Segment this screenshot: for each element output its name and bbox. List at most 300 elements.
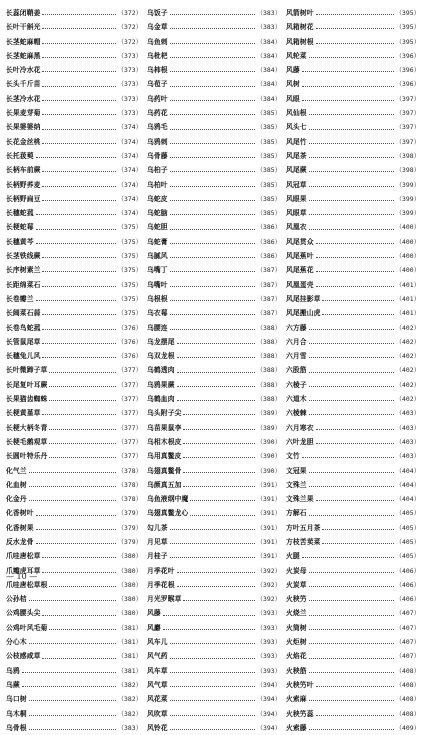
index-entry [6, 178, 142, 192]
index-entry [6, 378, 142, 392]
entry-page: （372） [117, 23, 142, 32]
entry-term: 文殊兰果 [286, 495, 314, 504]
index-entry [286, 678, 420, 692]
index-entry [147, 421, 281, 435]
dot-leader [29, 638, 116, 644]
entry-term: 火炭草 [286, 580, 307, 589]
index-entry [286, 578, 420, 592]
entry-page: （394） [256, 680, 281, 689]
entry-page: （394） [256, 695, 281, 704]
index-entry [147, 349, 281, 363]
dot-leader [42, 252, 115, 258]
entry-page: （374） [117, 166, 142, 175]
dot-leader [42, 181, 115, 187]
entry-page: （385） [256, 194, 281, 203]
entry-page: （385） [256, 151, 281, 160]
dot-leader [49, 381, 115, 387]
entry-page: （385） [256, 137, 281, 146]
entry-page: （382） [117, 695, 142, 704]
index-entry [286, 63, 420, 77]
entry-term: 月桂子 [147, 552, 168, 561]
dot-leader [309, 695, 394, 701]
entry-term: 长穗黄芩 [6, 237, 34, 246]
entry-term: 风尾蕉花 [286, 266, 314, 275]
index-entry [147, 106, 281, 120]
entry-page: （373） [117, 80, 142, 89]
entry-term: 风仙根 [286, 109, 307, 118]
entry-page: （391） [256, 523, 281, 532]
dot-leader [170, 252, 255, 258]
index-entry [147, 549, 281, 563]
index-entry [6, 406, 142, 420]
entry-term: 爪哇唐松草根 [6, 580, 48, 589]
dot-leader [309, 595, 394, 601]
index-entry [147, 721, 281, 735]
entry-page: （374） [117, 123, 142, 132]
entry-term: 风冠草 [286, 180, 307, 189]
index-entry [6, 120, 142, 134]
dot-leader [177, 381, 255, 387]
index-entry [286, 278, 420, 292]
dot-leader [302, 552, 394, 558]
index-entry [286, 621, 420, 635]
dot-leader [190, 510, 254, 516]
entry-page: （389） [256, 409, 281, 418]
entry-term: 乌桕子 [147, 166, 168, 175]
entry-page: （377） [117, 437, 142, 446]
entry-term: 长管鼠尾草 [6, 337, 41, 346]
entry-page: （387） [256, 280, 281, 289]
index-entry [6, 206, 142, 220]
entry-page: （403） [395, 437, 420, 446]
index-entry [147, 621, 281, 635]
index-entry [6, 707, 142, 721]
dot-leader [177, 581, 255, 587]
dot-leader [170, 681, 255, 687]
dot-leader [309, 409, 394, 415]
dot-leader [170, 238, 255, 244]
dot-leader [42, 338, 115, 344]
entry-term: 乌腻风 [147, 252, 168, 261]
dot-leader [316, 281, 394, 287]
entry-page: （380） [117, 580, 142, 589]
entry-page: （378） [117, 466, 142, 475]
entry-page: （405） [395, 552, 420, 561]
entry-term: 六方藤 [286, 323, 307, 332]
entry-term: 火索麻 [286, 695, 307, 704]
entry-term: 乌口树 [6, 695, 27, 704]
entry-page: （404） [395, 466, 420, 475]
dot-leader [302, 95, 394, 101]
index-entry [286, 106, 420, 120]
dot-leader [36, 510, 116, 516]
index-entry [6, 649, 142, 663]
entry-term: 长距绵菜石 [6, 280, 41, 289]
index-entry [147, 678, 281, 692]
index-entry [286, 707, 420, 721]
dot-leader [36, 524, 116, 530]
entry-page: （374） [117, 137, 142, 146]
index-entry [286, 606, 420, 620]
entry-page: （393） [256, 609, 281, 618]
dot-leader [309, 152, 394, 158]
index-entry [6, 335, 142, 349]
entry-term: 乌枇杷 [147, 51, 168, 60]
entry-term: 乌根根 [147, 294, 168, 303]
index-entry [286, 564, 420, 578]
entry-page: （377） [117, 423, 142, 432]
index-entry [286, 406, 420, 420]
entry-page: （407） [395, 652, 420, 661]
entry-page: （385） [256, 180, 281, 189]
dot-leader [309, 624, 394, 630]
entry-term: 化气兰 [6, 466, 27, 475]
entry-term: 方解石 [286, 509, 307, 518]
entry-term: 长尾复叶耳蕨 [6, 380, 48, 389]
dot-leader [170, 281, 255, 287]
entry-term: 化血树 [6, 480, 27, 489]
index-column-3 [286, 6, 420, 735]
dot-leader [163, 610, 255, 616]
entry-term: 长柄野荞麦 [6, 180, 41, 189]
entry-page: （405） [395, 523, 420, 532]
entry-term: 长果猫齿蜘蛛 [6, 395, 48, 404]
index-entry [147, 464, 281, 478]
dot-leader [183, 595, 254, 601]
dot-leader [309, 395, 394, 401]
entry-term: 月季花根 [147, 580, 175, 589]
entry-term: 乌翅真鳖龙心 [147, 509, 189, 518]
dot-leader [309, 109, 394, 115]
dot-leader [36, 538, 116, 544]
dot-leader [316, 424, 394, 430]
dot-leader [170, 295, 255, 301]
entry-page: （375） [117, 223, 142, 232]
entry-page: （401） [395, 309, 420, 318]
index-entry [6, 77, 142, 91]
entry-page: （401） [395, 294, 420, 303]
entry-term: 长茎冷水花 [6, 94, 41, 103]
entry-page: （384） [256, 94, 281, 103]
index-entry [6, 135, 142, 149]
entry-page: （373） [117, 94, 142, 103]
index-entry [6, 106, 142, 120]
index-entry [147, 378, 281, 392]
entry-term: 乌嘴叶 [147, 280, 168, 289]
entry-term: 长阔菜石蒜 [6, 309, 41, 318]
entry-page: （376） [117, 352, 142, 361]
entry-page: （374） [117, 209, 142, 218]
index-entry [286, 49, 420, 63]
entry-term: 乌鸦刺 [147, 137, 168, 146]
entry-term: 乌骨根 [6, 723, 27, 732]
entry-page: （384） [256, 66, 281, 75]
index-entry [147, 363, 281, 377]
entry-term: 乌嘴丁 [147, 266, 168, 275]
index-entry [6, 449, 142, 463]
index-entry [147, 392, 281, 406]
entry-term: 长梗大柄冬青 [6, 423, 48, 432]
index-entry [6, 721, 142, 735]
entry-term: 方枝苦荬菜 [286, 537, 321, 546]
entry-page: （394） [256, 709, 281, 718]
index-entry [6, 678, 142, 692]
entry-page: （376） [117, 337, 142, 346]
index-entry [6, 464, 142, 478]
entry-page: （409） [395, 723, 420, 732]
entry-term: 月季花叶 [147, 566, 175, 575]
dot-leader [42, 23, 115, 29]
entry-term: 长花金丝桃 [6, 137, 41, 146]
index-entry [147, 35, 281, 49]
entry-page: （396） [395, 80, 420, 89]
dot-leader [42, 281, 115, 287]
index-entry [286, 235, 420, 249]
index-entry [286, 378, 420, 392]
entry-term: 公鸡腰头尖 [6, 609, 41, 618]
entry-page: （377） [117, 395, 142, 404]
dot-leader [29, 710, 116, 716]
dot-leader [29, 595, 116, 601]
entry-term: 长穗蛇菰 [6, 209, 34, 218]
index-entry [6, 478, 142, 492]
index-entry [6, 363, 142, 377]
index-entry [147, 192, 281, 206]
entry-term: 长叶微蹄子草 [6, 366, 48, 375]
index-entry [6, 192, 142, 206]
dot-leader [177, 338, 255, 344]
entry-page: （388） [256, 323, 281, 332]
entry-page: （408） [395, 666, 420, 675]
dot-leader [42, 324, 115, 330]
entry-term: 乌蕨 [6, 680, 20, 689]
entry-page: （381） [117, 652, 142, 661]
entry-page: （403） [395, 452, 420, 461]
entry-term: 长柄车前蕨 [6, 166, 41, 175]
index-entry [6, 421, 142, 435]
dot-leader [36, 238, 116, 244]
dot-leader [170, 667, 255, 673]
dot-leader [309, 467, 394, 473]
entry-page: （389） [256, 423, 281, 432]
entry-term: 长穗兔儿风 [6, 352, 41, 361]
dot-leader [183, 438, 254, 444]
index-entry [6, 6, 142, 20]
index-entry [147, 492, 281, 506]
index-entry [286, 363, 420, 377]
entry-term: 六股筋 [286, 366, 307, 375]
entry-term: 乌药叶 [147, 94, 168, 103]
entry-term: 风气草 [147, 680, 168, 689]
index-entry [147, 635, 281, 649]
entry-page: （406） [395, 580, 420, 589]
entry-term: 长卷鸟蛇菰 [6, 323, 41, 332]
entry-page: （400） [395, 252, 420, 261]
index-entry [6, 63, 142, 77]
dot-leader [29, 495, 116, 501]
entry-term: 风吹草 [147, 709, 168, 718]
entry-term: 长蕊闭鞘姜 [6, 9, 41, 17]
index-entry [6, 306, 142, 320]
entry-term: 乌用真鳖皮 [147, 452, 182, 461]
index-entry [147, 578, 281, 592]
entry-term: 风麝 [147, 623, 161, 632]
entry-term: 长叶干斛光 [6, 23, 41, 32]
index-entry [286, 92, 420, 106]
entry-term: 风尾竹 [286, 137, 307, 146]
dot-leader [316, 710, 394, 716]
index-entry [286, 335, 420, 349]
dot-leader [42, 95, 115, 101]
entry-page: （393） [256, 623, 281, 632]
index-entry [147, 249, 281, 263]
entry-term: 长茎铁线蕨 [6, 252, 41, 261]
dot-leader [49, 395, 115, 401]
entry-term: 火腿 [286, 552, 300, 561]
index-entry [286, 449, 420, 463]
entry-term: 火烧兰 [286, 609, 307, 618]
index-entry [6, 521, 142, 535]
entry-term: 风尾挂影草 [286, 294, 321, 303]
index-entry [6, 49, 142, 63]
entry-page: （388） [256, 352, 281, 361]
entry-term: 长序树素兰 [6, 266, 41, 275]
dot-leader [22, 667, 116, 673]
entry-term: 乌头附子尖 [147, 409, 182, 418]
dot-leader [309, 481, 394, 487]
dot-leader [302, 452, 394, 458]
entry-page: （398） [395, 166, 420, 175]
index-entry [147, 435, 281, 449]
index-entry [147, 321, 281, 335]
index-entry [286, 692, 420, 706]
index-entry [6, 506, 142, 520]
entry-term: 乌蛇皮 [147, 194, 168, 203]
entry-page: （391） [256, 480, 281, 489]
dot-leader [309, 667, 394, 673]
index-entry [147, 692, 281, 706]
entry-page: （404） [395, 495, 420, 504]
entry-page: （381） [117, 623, 142, 632]
dot-leader [309, 352, 394, 358]
entry-term: 乌柿根 [147, 66, 168, 75]
index-entry [6, 235, 142, 249]
dot-leader [316, 266, 394, 272]
entry-page: （403） [395, 409, 420, 418]
dot-leader [170, 309, 255, 315]
dot-leader [170, 38, 255, 44]
dot-leader [49, 581, 115, 587]
dot-leader [170, 524, 255, 530]
entry-term: 六棱棘 [286, 409, 307, 418]
entry-term: 火焰花 [286, 652, 307, 661]
entry-term: 风车儿 [147, 638, 168, 647]
entry-page: （379） [117, 537, 142, 546]
index-entry [147, 606, 281, 620]
index-entry [147, 306, 281, 320]
entry-page: （388） [256, 366, 281, 375]
entry-term: 长梗蛇莓 [6, 223, 34, 232]
entry-term: 乌蛇脑 [147, 209, 168, 218]
entry-page: （399） [395, 194, 420, 203]
dot-leader [42, 9, 115, 15]
dot-leader [309, 367, 394, 373]
entry-term: 文竹 [286, 452, 300, 461]
entry-term: 乌鱼刺 [147, 37, 168, 46]
dot-leader [322, 309, 393, 315]
entry-page: （391） [256, 552, 281, 561]
dot-leader [309, 581, 394, 587]
entry-page: （397） [395, 137, 420, 146]
entry-page: （377） [117, 452, 142, 461]
entry-term: 勾儿茶 [147, 523, 168, 532]
entry-page: （390） [256, 452, 281, 461]
entry-term: 爪瓣虎耳草 [6, 566, 41, 575]
entry-term: 风铃花 [147, 723, 168, 732]
index-entry [286, 635, 420, 649]
entry-term: 风凰衣 [286, 223, 307, 232]
index-entry [286, 664, 420, 678]
entry-page: （397） [395, 94, 420, 103]
dot-leader [170, 9, 255, 15]
entry-term: 公枝感咸草 [6, 652, 41, 661]
index-entry [6, 606, 142, 620]
dot-leader [49, 452, 115, 458]
entry-term: 乌蛇膏 [147, 237, 168, 246]
index-entry [286, 263, 420, 277]
index-entry [286, 721, 420, 735]
entry-page: （390） [256, 466, 281, 475]
dot-leader [42, 352, 115, 358]
dot-leader [170, 95, 255, 101]
entry-page: （387） [256, 294, 281, 303]
index-entry [6, 292, 142, 306]
dot-leader [170, 181, 255, 187]
index-entry [286, 392, 420, 406]
index-entry [147, 707, 281, 721]
entry-page: （374） [117, 194, 142, 203]
entry-term: 文殊兰 [286, 480, 307, 489]
dot-leader [29, 724, 116, 730]
index-entry [6, 149, 142, 163]
index-entry [286, 592, 420, 606]
entry-term: 风凰蛋壳 [286, 280, 314, 289]
index-entry [6, 549, 142, 563]
page-number: — 10 — [6, 572, 38, 581]
index-entry [147, 278, 281, 292]
entry-page: （385） [256, 209, 281, 218]
index-entry [6, 92, 142, 106]
entry-page: （399） [395, 180, 420, 189]
index-entry [286, 535, 420, 549]
entry-term: 长托菝葜 [6, 151, 34, 160]
entry-term: 火炭母 [286, 566, 307, 575]
dot-leader [316, 9, 394, 15]
entry-term: 火筒树 [286, 623, 307, 632]
entry-term: 乌腰连 [147, 323, 168, 332]
entry-page: （383） [256, 9, 281, 17]
entry-page: （380） [117, 566, 142, 575]
dot-leader [42, 109, 115, 115]
dot-leader [309, 52, 394, 58]
index-entry [6, 535, 142, 549]
dot-leader [309, 224, 394, 230]
dot-leader [170, 552, 255, 558]
entry-term: 长梗黄堇草 [6, 409, 41, 418]
dot-leader [29, 481, 116, 487]
dot-leader [302, 66, 394, 72]
entry-term: 六月合 [286, 337, 307, 346]
